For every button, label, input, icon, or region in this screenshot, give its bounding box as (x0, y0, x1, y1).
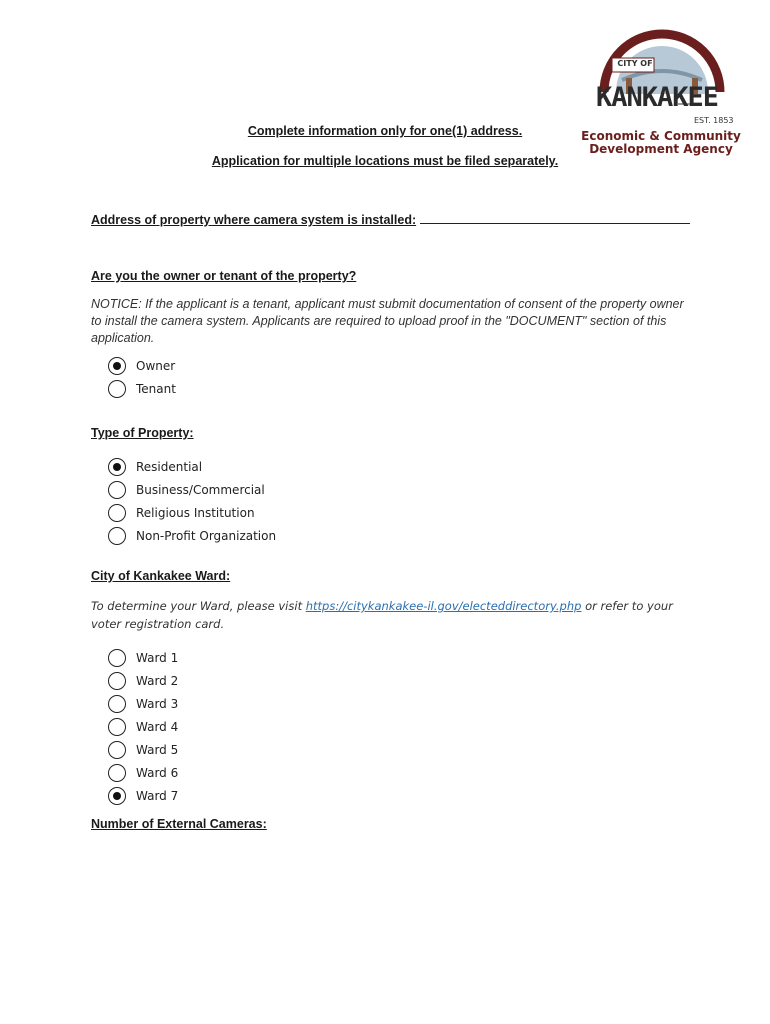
address-label: Address of property where camera system is installed: (91, 213, 417, 227)
ward-heading: City of Kankakee Ward: (91, 569, 231, 583)
radio-ward-1[interactable] (108, 647, 178, 669)
tenant-notice: NOTICE: If the applicant is a tenant, applicant must submit documentation of consent of the property owner to install the camera system. Applicants are required to upload proof in the "DOCUMENT" section of this application. (91, 297, 684, 345)
logo-city-name: KANKAKEE (596, 82, 719, 113)
radio-ward-4-circle[interactable] (108, 718, 126, 736)
radio-business-commercial-label: Business/Commercial (136, 483, 265, 497)
radio-owner-label: Owner (136, 359, 176, 373)
radio-religious-institution-circle[interactable] (108, 504, 126, 522)
radio-ward-4-label: Ward 4 (136, 720, 179, 734)
radio-ward-6-label: Ward 6 (136, 766, 179, 780)
radio-ward-7-circle[interactable] (108, 787, 126, 805)
address-input-line[interactable] (420, 211, 690, 224)
owner-tenant-question: Are you the owner or tenant of the property? (91, 269, 357, 283)
radio-ward-5-label: Ward 5 (136, 743, 179, 757)
radio-ward-1-circle[interactable] (108, 649, 126, 667)
radio-ward-5[interactable] (108, 739, 178, 761)
kankakee-logo (582, 22, 742, 162)
logo-est: EST. 1853 (694, 116, 734, 125)
intro-line-2: Application for multiple locations must be filed separately. (211, 154, 559, 168)
radio-ward-2-circle[interactable] (108, 672, 126, 690)
radio-tenant-label: Tenant (136, 382, 176, 396)
property-type-heading: Type of Property: (91, 426, 194, 440)
radio-ward-1-label: Ward 1 (136, 651, 179, 665)
logo-agency-line1: Economic & Community (581, 129, 741, 143)
radio-ward-3-label: Ward 3 (136, 697, 179, 711)
ward-note-after: or refer to your voter registration card. (91, 599, 673, 631)
radio-tenant[interactable] (108, 378, 176, 400)
radio-ward-7-label: Ward 7 (136, 789, 179, 803)
radio-tenant-circle[interactable] (108, 380, 126, 398)
radio-non-profit-circle[interactable] (108, 527, 126, 545)
radio-owner-circle[interactable] (108, 357, 126, 375)
radio-ward-7[interactable] (108, 785, 178, 807)
radio-religious-institution-label: Religious Institution (136, 506, 255, 520)
radio-ward-5-circle[interactable] (108, 741, 126, 759)
radio-ward-2-label: Ward 2 (136, 674, 179, 688)
radio-ward-2[interactable] (108, 670, 178, 692)
intro-line-1: Complete information only for one(1) address. (247, 124, 523, 138)
ward-note (91, 597, 691, 633)
radio-ward-3-circle[interactable] (108, 695, 126, 713)
radio-ward-6-circle[interactable] (108, 764, 126, 782)
elected-directory-link[interactable]: https://citykankakee-il.gov/electeddirectory.php (305, 599, 582, 613)
logo-city-of: CITY OF (617, 59, 653, 68)
radio-ward-3[interactable] (108, 693, 178, 715)
radio-ward-4[interactable] (108, 716, 178, 738)
address-row (91, 211, 690, 229)
external-cameras-heading: Number of External Cameras: (91, 817, 267, 831)
radio-non-profit[interactable] (108, 525, 276, 547)
radio-non-profit-label: Non-Profit Organization (136, 529, 277, 543)
radio-residential[interactable] (108, 456, 202, 478)
radio-religious-institution[interactable] (108, 502, 255, 524)
radio-ward-6[interactable] (108, 762, 178, 784)
radio-business-commercial-circle[interactable] (108, 481, 126, 499)
radio-business-commercial[interactable] (108, 479, 265, 501)
radio-owner[interactable] (108, 355, 175, 377)
logo-agency-line2: Development Agency (589, 142, 733, 156)
radio-residential-circle[interactable] (108, 458, 126, 476)
radio-residential-label: Residential (136, 460, 203, 474)
ward-note-before: To determine your Ward, please visit (91, 599, 306, 613)
